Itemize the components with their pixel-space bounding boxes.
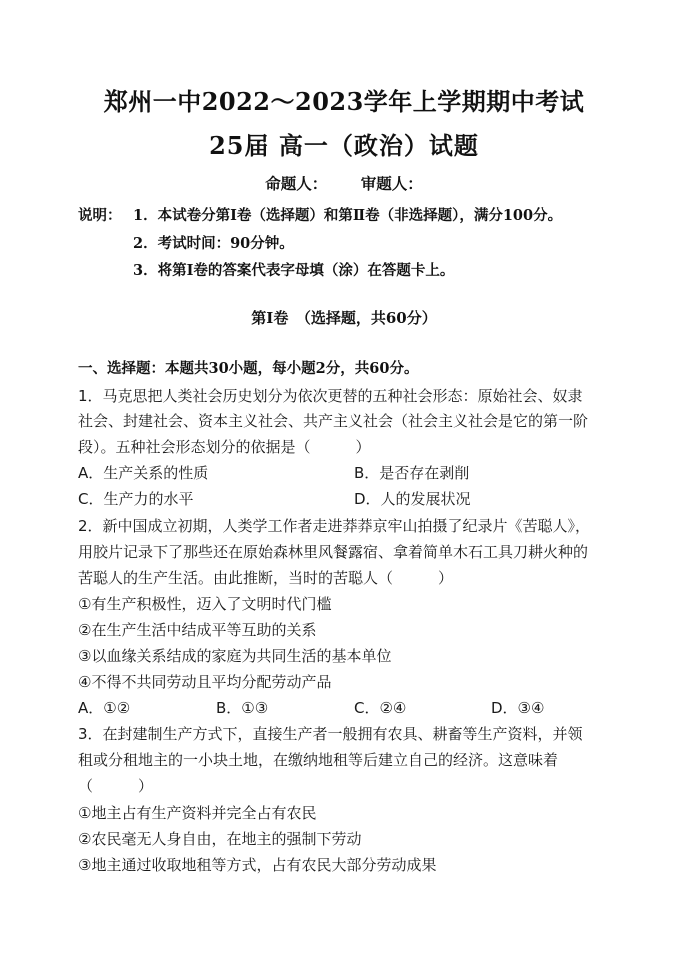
q2-item: ③以血缘关系结成的家庭为共同生活的基本单位	[78, 647, 392, 665]
question-2-line: 苦聪人的生产生活。由此推断，当时的苦聪人（ ）	[78, 569, 454, 587]
q3-item: ②农民毫无人身自由，在地主的强制下劳动	[78, 830, 362, 848]
question-3-line: 3．在封建制生产方式下，直接生产者一般拥有农具、耕畜等生产资料，并领	[78, 725, 583, 743]
authors-line	[0, 172, 688, 194]
q2-item: ②在生产生活中结成平等互助的关系	[78, 621, 317, 639]
q2-item: ④不得不共同劳动且平均分配劳动产品	[78, 673, 332, 691]
question-1-line: 段）。五种社会形态划分的依据是（ ）	[78, 438, 371, 456]
exam-title: 郑州一中2022～2023学年上学期期中考试	[103, 87, 585, 116]
note-item: 2．考试时间：90分钟。	[133, 235, 294, 252]
q3-item: ①地主占有生产资料并完全占有农民	[78, 804, 317, 822]
question-1-line: 1．马克思把人类社会历史划分为依次更替的五种社会形态：原始社会、奴隶	[78, 387, 583, 405]
question-3-line: 租或分租地主的一小块土地，在缴纳地租等后建立自己的经济。这意味着	[78, 751, 559, 769]
notes-label: 说明：	[78, 207, 122, 224]
part-heading: 一、选择题：本题共30小题，每小题2分，共60分。	[78, 360, 419, 377]
section-title: 第Ⅰ卷 （选择题，共60分）	[251, 309, 437, 327]
q1-option-a: A．生产关系的性质	[78, 464, 209, 482]
note-item: 3．将第Ⅰ卷的答案代表字母填（涂）在答题卡上。	[133, 262, 455, 279]
exam-subtitle: 25届 高一（政治）试题	[209, 131, 479, 160]
setter-label: 命题人：	[265, 174, 328, 193]
q1-option-c: C．生产力的水平	[78, 490, 194, 508]
q2-option-c: C．②④	[354, 699, 407, 717]
question-3-line: （ ）	[78, 777, 154, 795]
q1-option-d: D．人的发展状况	[354, 490, 471, 508]
q3-item: ③地主通过收取地租等方式，占有农民大部分劳动成果	[78, 856, 437, 874]
reviewer-label: 审题人：	[360, 174, 423, 193]
q2-option-b: B．①③	[216, 699, 269, 717]
q2-option-a: A．①②	[78, 699, 131, 717]
q2-option-d: D．③④	[491, 699, 545, 717]
question-2-line: 2．新中国成立初期，人类学工作者走进莽莽京牢山拍摄了纪录片《苦聪人》，	[78, 517, 591, 535]
note-item: 1．本试卷分第Ⅰ卷（选择题）和第Ⅱ卷（非选择题），满分100分。	[133, 207, 563, 224]
q2-item: ①有生产积极性，迈入了文明时代门槛	[78, 595, 332, 613]
question-2-line: 用胶片记录下了那些还在原始森林里风餐露宿、拿着简单木石工具刀耕火种的	[78, 543, 589, 561]
q1-option-b: B．是否存在剥削	[354, 464, 470, 482]
question-1-line: 社会、封建社会、资本主义社会、共产主义社会（社会主义社会是它的第一阶	[78, 412, 589, 430]
